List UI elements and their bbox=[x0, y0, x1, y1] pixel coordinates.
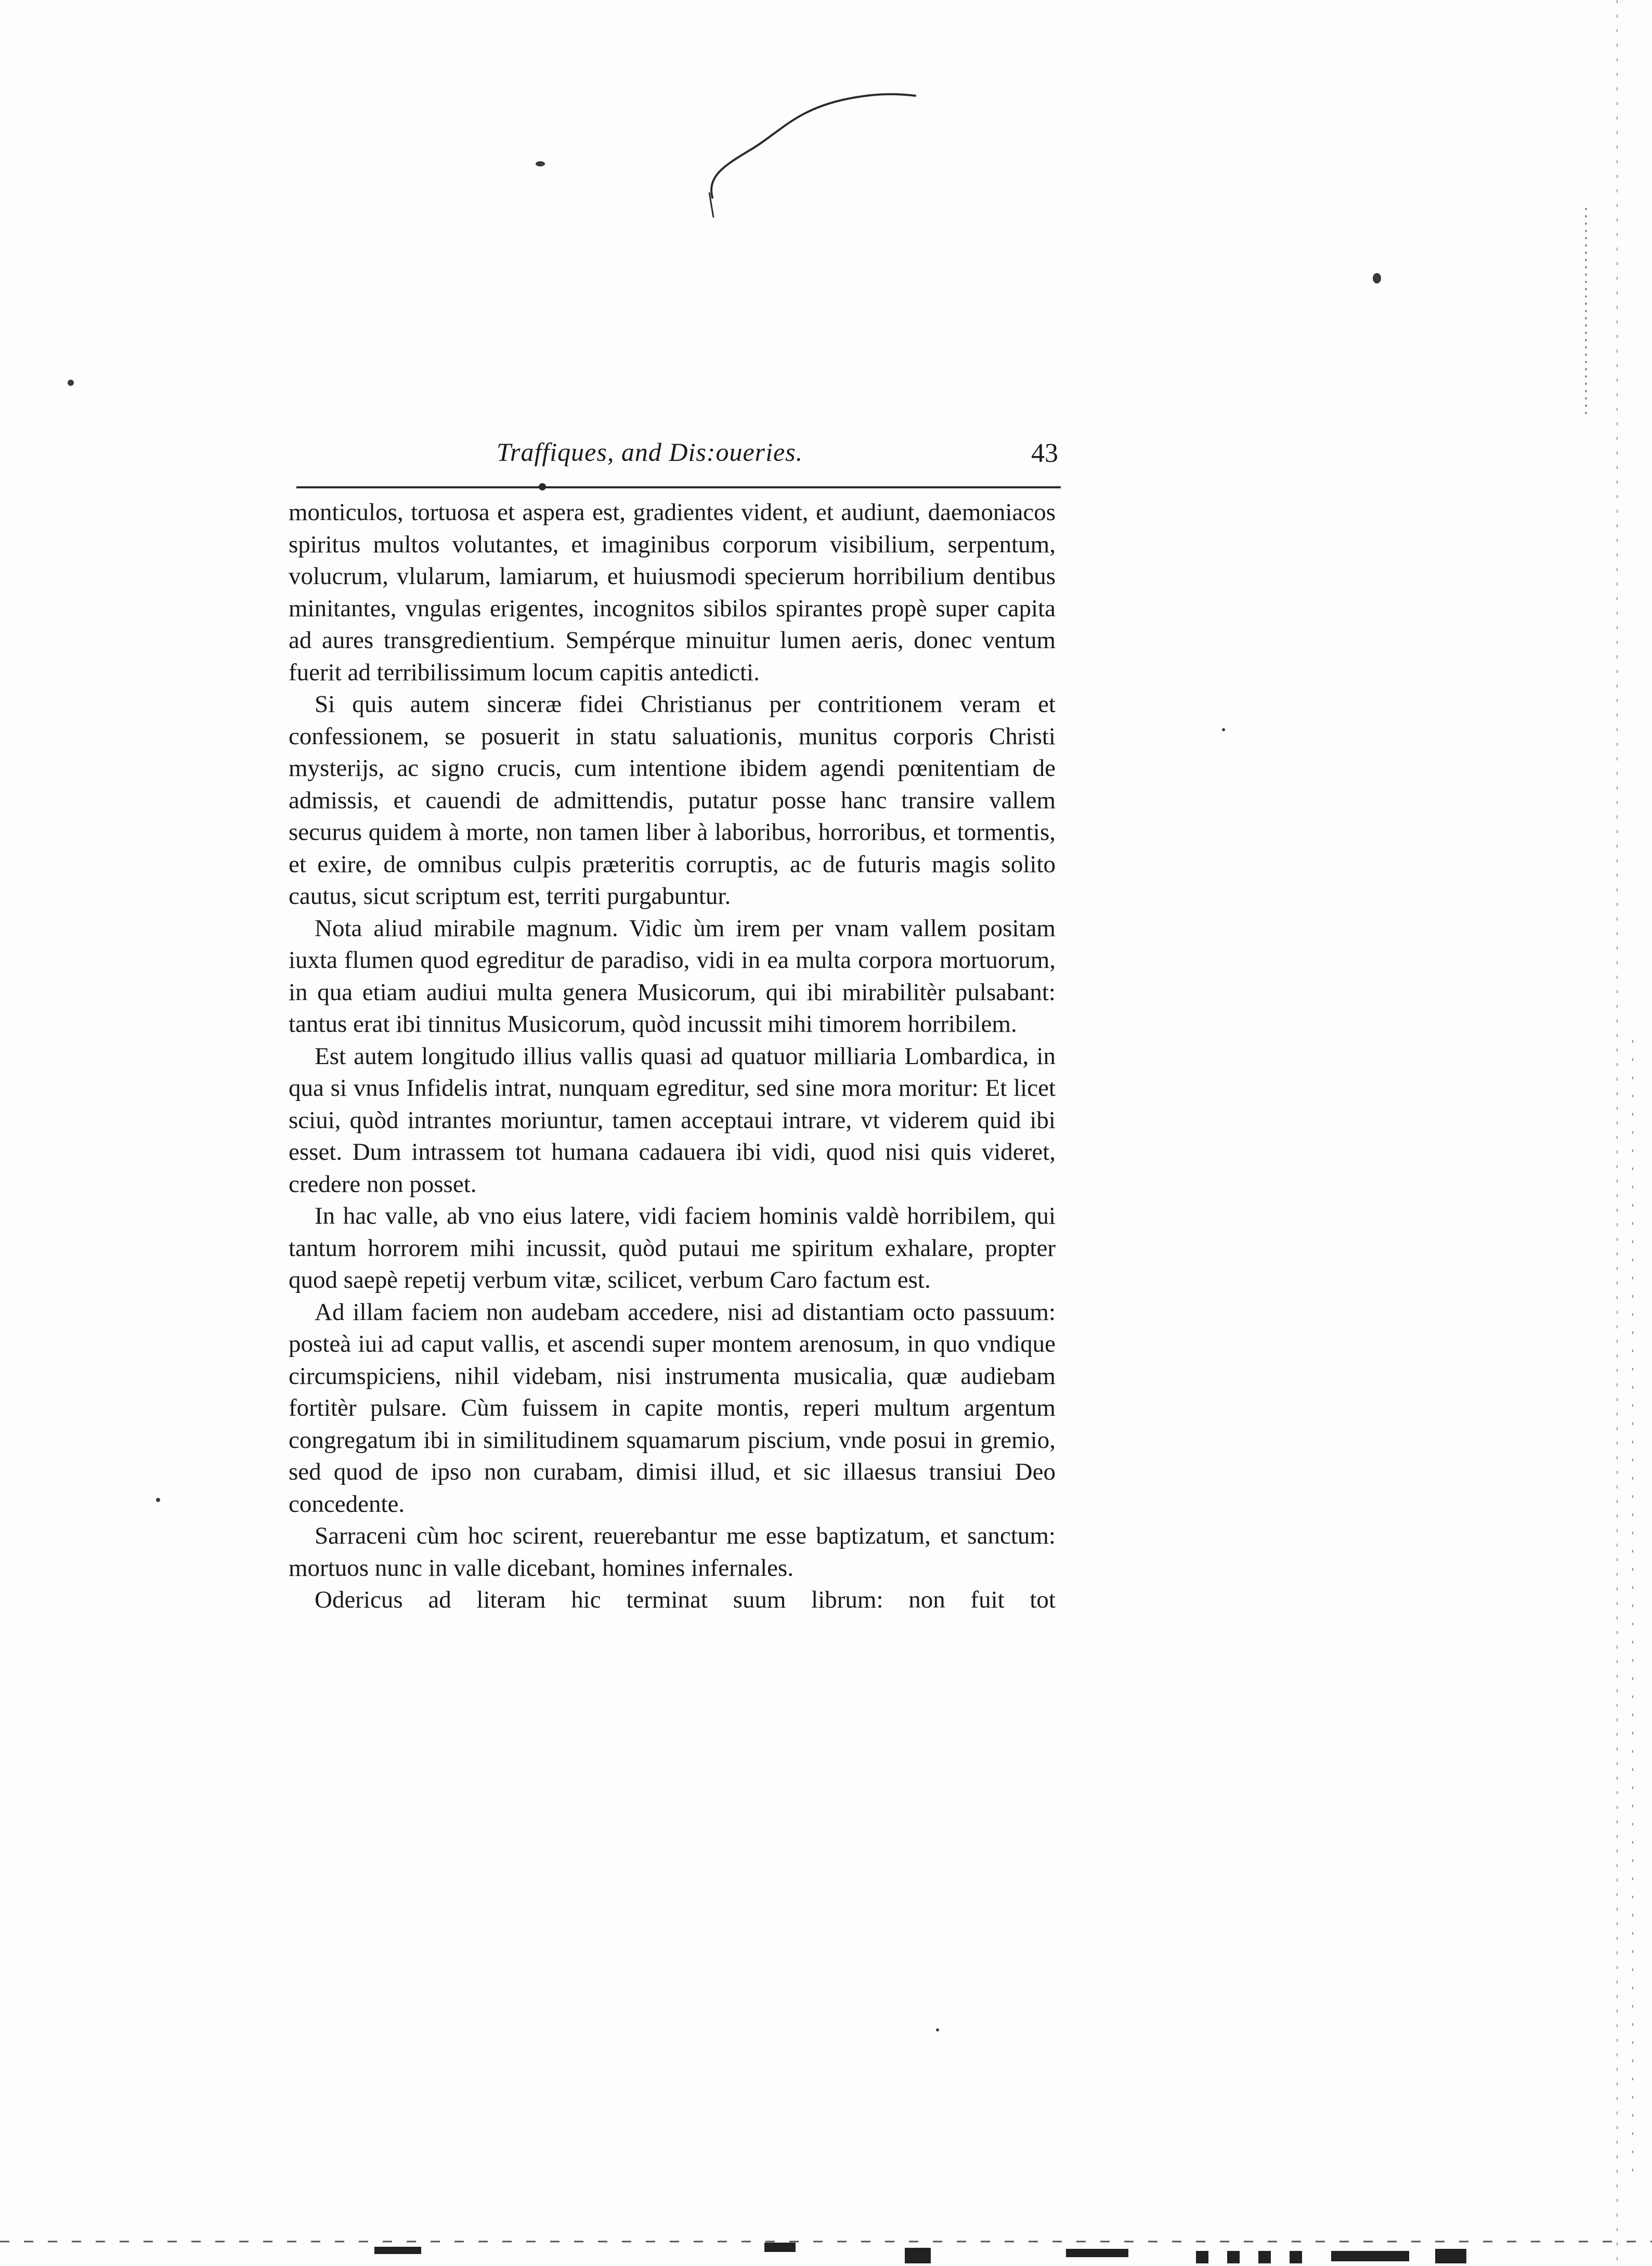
paragraph: Nota aliud mirabile magnum. Vidic ùm irem per vnam vallem positam iuxta flumen quod egreditur de paradiso, vidi in ea multa corpora mortuorum, in qua etiam audiui multa genera Musicorum, qui ibi mirabilitèr pulsabant: tantus erat ibi tinnitus Musicorum, quòd incussit mihi timorem horribilem. bbox=[289, 914, 1056, 1038]
paragraph: Est autem longitudo illius vallis quasi ad quatuor milliaria Lombardica, in qua si vnus Infidelis intrat, nunquam egreditur, sed sine mora moritur: Et licet sciui, quòd intrantes moriuntur, tamen acceptaui intrare, vt viderem quid ibi esset. Dum intrassem tot humana cadauera ibi vidi, quod nisi quis videret, credere non posset. bbox=[289, 1042, 1056, 1198]
scan-speck bbox=[156, 1498, 160, 1502]
scan-speck bbox=[1222, 728, 1225, 731]
scan-speck bbox=[936, 2028, 939, 2031]
scan-speck bbox=[68, 380, 74, 386]
pencil-scribble bbox=[692, 88, 920, 218]
page-header bbox=[289, 437, 1058, 478]
paragraph: monticulos, tortuosa et aspera est, gradientes vident, et audiunt, daemoniacos spiritus multos volutantes, et imaginibus corporum visibilium, serpentum, volucrum, vlularum, lamiarum, et huiusmodi specierum horribilium dentibus minitantes, vngulas erigentes, incognitos sibilos spirantes propè super capita ad aures transgredientium. Sempérque minuitur lumen aeris, donec ventum fuerit ad terribilissimum locum capitis antedicti. bbox=[289, 499, 1056, 686]
page-number: 43 bbox=[1031, 438, 1058, 468]
paragraph: Sarraceni cùm hoc scirent, reuerebantur me esse baptizatum, et sanctum: mortuos nunc in valle dicebant, homines infernales. bbox=[289, 1522, 1056, 1582]
paragraph: In hac valle, ab vno eius latere, vidi faciem hominis valdè horribilem, qui tantum horrorem mihi incussit, quòd putaui me spiritum exhalare, propter quod saepè repetij verbum vitæ, scilicet, verbum Caro factum est. bbox=[289, 1202, 1056, 1293]
scan-bottom-marks bbox=[0, 2231, 1652, 2266]
scan-edge-noise bbox=[1555, 0, 1652, 2266]
paragraph: Odericus ad literam hic terminat suum librum: non fuit tot bbox=[315, 1586, 1056, 1613]
running-title: Traffiques, and Dis:oueries. bbox=[497, 437, 803, 467]
paragraph: Ad illam faciem non audebam accedere, nisi ad distantiam octo passuum: posteà iui ad caput vallis, et ascendi super montem arenosum, in quo vndique circumspiciens, nihil videbam, nisi instrumenta musicalia, quæ audiebam fortitèr pulsare. Cùm fuissem in capite montis, reperi multum argentum congregatum ibi in similitudinem squamarum piscium, vnde posui in gremio, sed quod de ipso non curabam, dimisi illud, et sic illaesus transiui Deo concedente. bbox=[289, 1298, 1056, 1518]
paragraph: Si quis autem sinceræ fidei Christianus per contritionem veram et confessionem, se posuerit in statu saluationis, munitus corporis Christi mysterijs, ac signo crucis, cum intentione ibidem agendi pœnitentiam de admissis, et cauendi de admittendis, putatur posse hanc transire vallem securus quidem à morte, non tamen liber à laboribus, horroribus, et tormentis, et exire, de omnibus culpis præteritis corruptis, ac de futuris magis solito cautus, sicut scriptum est, territi purgabuntur. bbox=[289, 691, 1056, 910]
rule-ornament bbox=[539, 483, 546, 490]
scan-speck bbox=[1373, 273, 1381, 283]
header-rule bbox=[296, 486, 1061, 488]
scan-speck bbox=[536, 161, 545, 166]
body-text bbox=[289, 497, 1056, 1616]
